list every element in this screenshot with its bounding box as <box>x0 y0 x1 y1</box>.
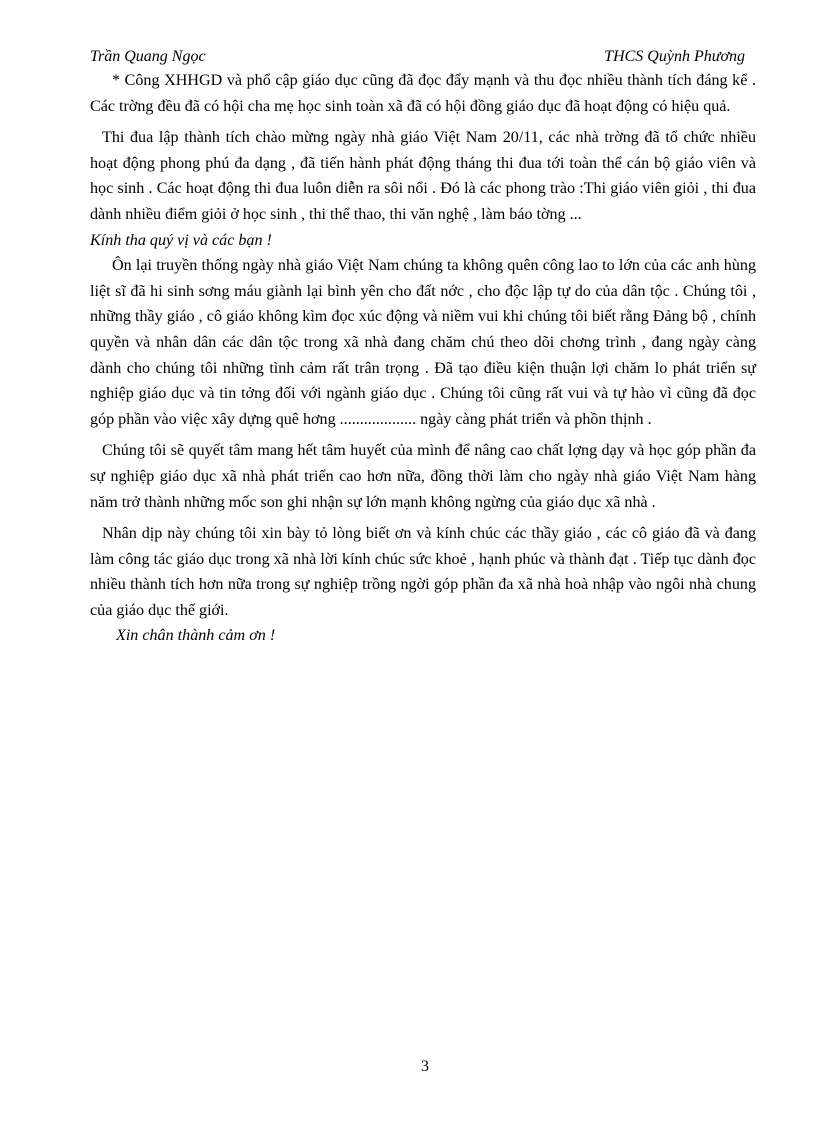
page-number: 3 <box>421 1058 429 1075</box>
paragraph-socialization: * Công XHHGD và phổ cập giáo dục cũng đã đọc đẩy mạnh và thu đọc nhiều thành tích đáng kể . Các trờng đều đã có hội cha mẹ học sinh toàn xã đã có hội đồng giáo dục đã hoạt động có hiệu quả. <box>90 72 756 115</box>
paragraph-commitment: Chúng tôi sẽ quyết tâm mang hết tâm huyết của mình để nâng cao chất lợng dạy và học góp phần đa sự nghiệp giáo dục xã nhà phát triển cao hơn nữa, đồng thời làm cho ngày nhà giáo Việt Nam hàng năm trở thành những mốc son ghi nhận sự lớn mạnh không ngừng của giáo dục xã nhà . <box>90 442 756 511</box>
closing-line: Xin chân thành cảm ơn ! <box>116 627 276 645</box>
paragraph-emulation: Thi đua lập thành tích chào mừng ngày nhà giáo Việt Nam 20/11, các nhà trờng đã tổ chức nhiều hoạt động phong phú đa dạng , đã tiến hành phát động tháng thi đua tới toàn thể cán bộ giáo viên và học sinh . Các hoạt động thi đua luôn diễn ra sôi nổi . Đó là các phong trào :Thi giáo viên giỏi , thi đua dành nhiều điểm giỏi ở học sinh , thi thể thao, thi văn nghệ , làm báo tờng ... <box>90 129 756 223</box>
document-body <box>90 68 756 649</box>
header-school: THCS Quỳnh Phương <box>604 48 745 65</box>
page-header <box>90 48 745 68</box>
paragraph-gratitude: Nhân dịp này chúng tôi xin bày tỏ lòng biết ơn và kính chúc các thầy giáo , các cô giáo đã và đang làm công tác giáo dục trong xã nhà lời kính chúc sức khoẻ , hạnh phúc và thành đạt . Tiếp tục dành đọc nhiều thành tích hơn nữa trong sự nghiệp trồng ngời góp phần đa xã nhà hoà nhập vào ngôi nhà chung của giáo dục thế giới. <box>90 525 756 619</box>
header-author: Trần Quang Ngọc <box>90 48 206 65</box>
paragraph-tradition: Ôn lại truyền thống ngày nhà giáo Việt Nam chúng ta không quên công lao to lớn của các anh hùng liệt sĩ đã hi sinh sơng máu giành lại bình yên cho đất nớc , cho độc lập tự do của dân tộc . Chúng tôi , những thầy giáo , cô giáo không kìm đọc xúc động và niềm vui khi chúng tôi biết rằng Đảng bộ , chính quyền và nhân dân các dân tộc trong xã nhà đang chăm chú theo dõi chơng trình , đang ngày càng dành cho chúng tôi những tình cảm rất trân trọng . Đã tạo điều kiện thuận lợi chăm lo phát triển sự nghiệp giáo dục và tin tởng đối với ngành giáo dục . Chúng tôi cũng rất vui và tự hào vì cũng đã đọc góp phần vào việc xây dựng quê hơng ................... ngày càng phát triển và phồn thịnh . <box>90 257 756 428</box>
salutation: Kính tha quý vị và các bạn ! <box>90 231 272 249</box>
